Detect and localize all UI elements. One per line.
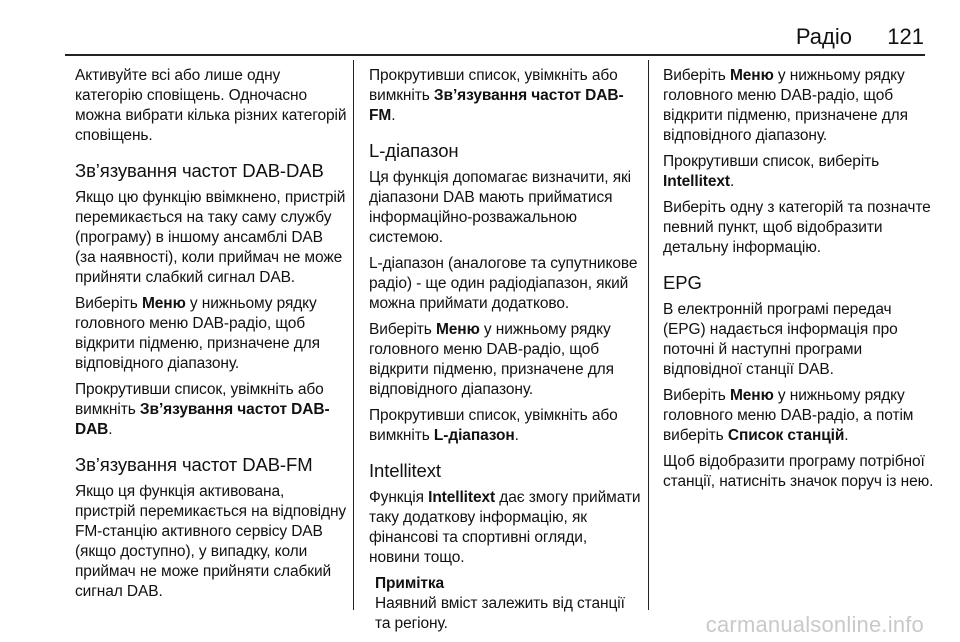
heading-dab-dab: Зв’язування частот DAB-DAB (75, 160, 324, 181)
paragraph: Виберіть Меню у нижньому рядку головного меню DAB-радіо, щоб відкрити підменю, призначене для відповідного діапазону. (663, 67, 908, 144)
menu-term: Меню (141, 295, 186, 312)
paragraph: Виберіть Меню у нижньому рядку головного меню DAB-радіо, щоб відкрити підменю, призначене для відповідного діапазону. (369, 321, 614, 398)
paragraph: Щоб відобразити програму потрібної станції, натисніть значок поруч із нею. (663, 453, 934, 490)
column-divider-2 (648, 60, 649, 610)
column-divider-1 (353, 60, 354, 610)
paragraph: Якщо цю функцію ввімкнено, пристрій перемикається на таку саму службу (програму) в іншому ансамблі DAB (за наявності), коли приймач не може прийняти слабкий сигнал DAB. (75, 189, 346, 286)
paragraph: Виберіть Меню у нижньому рядку головного меню DAB-радіо, а потім виберіть Список станцій. (663, 387, 914, 444)
paragraph: L-діапазон (аналогове та супутникове радіо) - ще один радіодіапазон, який можна приймати додатково. (369, 255, 638, 312)
paragraph: Прокрутивши список, увімкніть або вимкніть Зв’язування частот DAB-DAB. (75, 381, 330, 438)
menu-term: Меню (435, 321, 480, 338)
page-number: 121 (887, 24, 924, 49)
menu-term: Меню (729, 387, 774, 404)
option-term: Intellitext (428, 489, 496, 506)
paragraph: Функція Intellitext дає змогу приймати таку додаткову інформацію, як фінансові та спортивні огляди, новини тощо. (369, 489, 641, 566)
paragraph: Ця функція допомагає визначити, які діапазони DAB мають прийматися інформаційно-розважальною системою. (369, 169, 632, 246)
paragraph: Якщо ця функція активована, пристрій перемикається на відповідну FM-станцію активного сервісу DAB (якщо доступно), у випадку, коли приймач не може прийняти слабкий сигнал DAB. (75, 483, 347, 600)
paragraph: Виберіть одну з категорій та позначте певний пункт, щоб відобразити детальну інформацію. (663, 199, 931, 256)
menu-term: Меню (729, 67, 774, 84)
paragraph: Прокрутивши список, увімкніть або вимкніть L-діапазон. (369, 407, 618, 444)
paragraph: Прокрутивши список, увімкніть або вимкніть Зв’язування частот DAB-FM. (369, 67, 624, 124)
paragraph: Виберіть Меню у нижньому рядку головного меню DAB-радіо, щоб відкрити підменю, призначене для відповідного діапазону. (75, 295, 320, 372)
note-box (369, 574, 641, 634)
section-title: Радіо (795, 24, 852, 49)
column-3 (663, 66, 935, 498)
heading-dab-fm: Зв’язування частот DAB-FM (75, 454, 313, 475)
header-rule (65, 54, 925, 56)
heading-l-band: L-діапазон (369, 140, 459, 161)
note-text: Наявний вміст залежить від станції та регіону. (375, 595, 625, 632)
page-header (0, 0, 960, 58)
option-term: L-діапазон (433, 427, 515, 444)
watermark: carmanualsonline.info (705, 612, 924, 637)
paragraph: Активуйте всі або лише одну категорію сповіщень. Одночасно можна вибрати кілька різних категорій сповіщень. (75, 67, 347, 144)
column-2 (369, 66, 641, 634)
note-title: Примітка (375, 575, 445, 592)
option-term: Список станцій (727, 427, 845, 444)
option-term: Intellitext (663, 173, 730, 190)
paragraph: В електронній програмі передач (EPG) надається інформація про поточні й наступні програми відповідної станції DAB. (663, 301, 898, 378)
column-1 (75, 66, 347, 608)
heading-epg: EPG (663, 272, 702, 293)
paragraph: Прокрутивши список, виберіть Intellitext. (663, 153, 880, 190)
heading-intellitext: Intellitext (369, 460, 441, 481)
option-term: Зв’язування частот DAB-DAB (75, 401, 330, 438)
option-term: Зв’язування частот DAB-FM (369, 87, 624, 124)
